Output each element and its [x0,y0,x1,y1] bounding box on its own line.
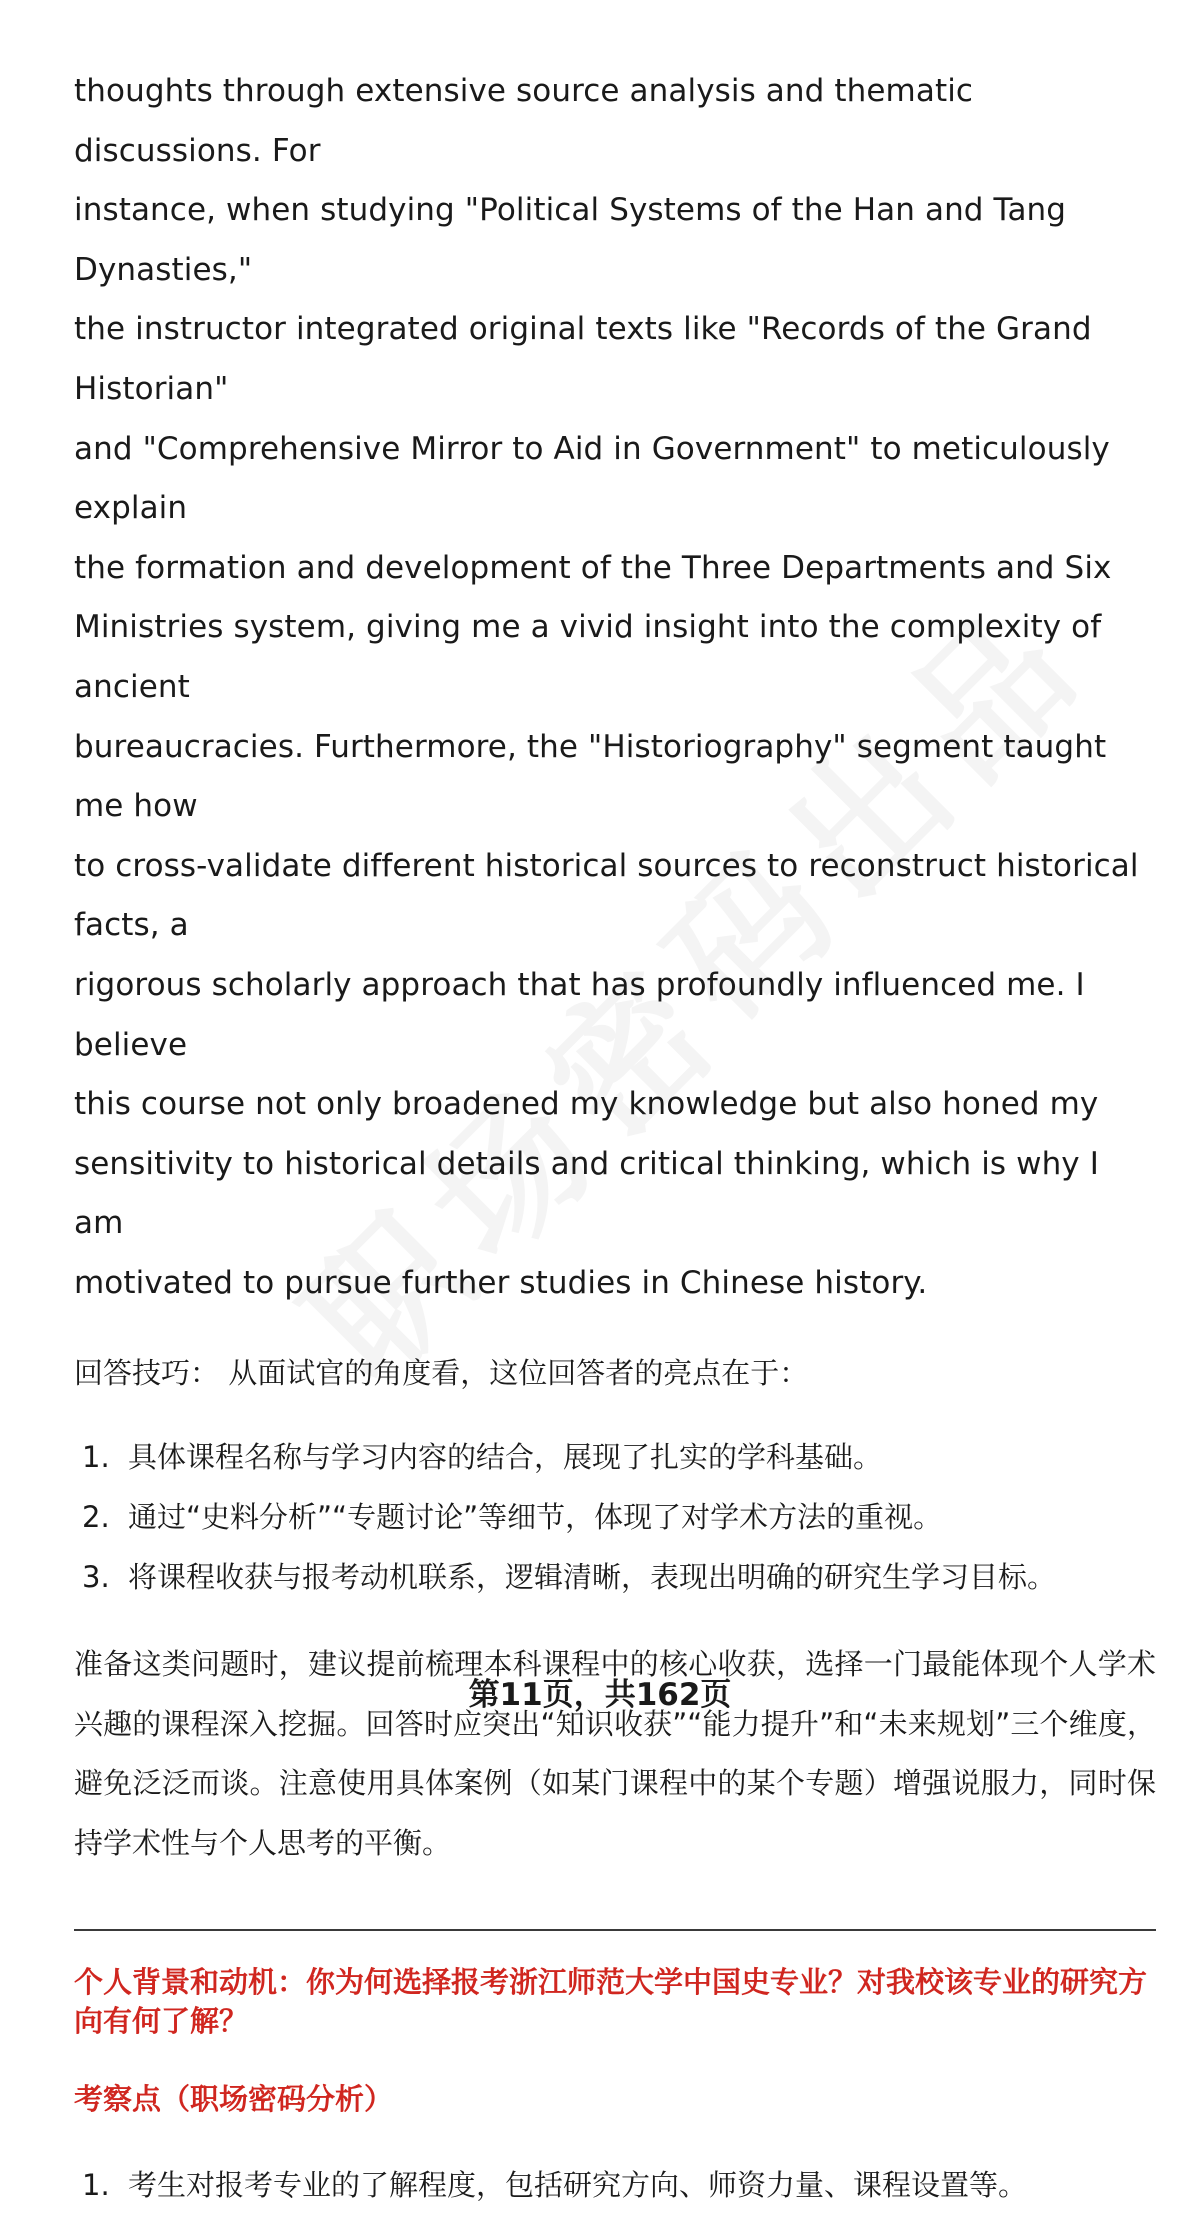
list-text: 通过“史料分析”“专题讨论”等细节，体现了对学术方法的重视。 [128,1500,943,1535]
section-divider [74,1929,1156,1931]
list-item [74,1427,1156,1487]
list-number: 1. [82,1440,110,1475]
text-line: thoughts through extensive source analysis and thematic discussions. For [74,73,974,169]
document-page [74,62,1156,2215]
list-text: 具体课程名称与学习内容的结合，展现了扎实的学科基础。 [128,1440,883,1475]
text-line: the instructor integrated original texts like "Records of the Grand Historian" [74,311,1092,407]
list-item [74,1487,1156,1547]
english-answer-paragraph [74,62,1156,1313]
text-line: this course not only broadened my knowledge but also honed my [74,1086,1099,1123]
text-line: motivated to pursue further studies in Chinese history. [74,1264,928,1301]
assessment-points-heading: 考察点（职场密码分析） [74,2082,394,2117]
text-line: rigorous scholarly approach that has profoundly influenced me. I believe [74,966,1085,1063]
tips-list [74,1427,1156,1607]
text-line: instance, when studying "Political Systems of the Han and Tang Dynasties," [74,192,1067,288]
text-line: sensitivity to historical details and critical thinking, which is why I am [74,1145,1099,1242]
text-line: Ministries system, giving me a vivid insight into the complexity of ancient [74,609,1102,705]
preparation-advice: 准备这类问题时，建议提前梳理本科课程中的核心收获，选择一门最能体现个人学术兴趣的课程深入挖掘。回答时应突出“知识收获”“能力提升”和“未来规划”三个维度，避免泛泛而谈。注意使用具体案例（如某门课程中的某个专题）增强说服力，同时保持学术性与个人思考的平衡。 [74,1647,1156,1860]
answer-tips-intro: 回答技巧： 从面试官的角度看，这位回答者的亮点在于： [74,1356,809,1391]
assessment-points-list [74,2155,1156,2215]
list-item [74,1547,1156,1607]
list-text: 考生对报考专业的了解程度，包括研究方向、师资力量、课程设置等。 [128,2168,1028,2203]
list-number: 3. [82,1560,110,1595]
question-heading: 个人背景和动机：你为何选择报考浙江师范大学中国史专业？对我校该专业的研究方向有何了解？ [74,1965,1148,2039]
page-number-footer: 第11页，共162页 [468,1677,732,1713]
list-number: 2. [82,1500,110,1535]
text-line: bureaucracies. Furthermore, the "Historiography" segment taught me how [74,728,1107,825]
list-number: 1. [82,2168,110,2203]
text-line: and "Comprehensive Mirror to Aid in Government" to meticulously explain [74,430,1110,527]
list-text: 将课程收获与报考动机联系，逻辑清晰，表现出明确的研究生学习目标。 [128,1560,1057,1595]
text-line: the formation and development of the Three Departments and Six [74,549,1112,586]
list-item [74,2155,1156,2215]
text-line: to cross-validate different historical sources to reconstruct historical facts, a [74,847,1139,944]
